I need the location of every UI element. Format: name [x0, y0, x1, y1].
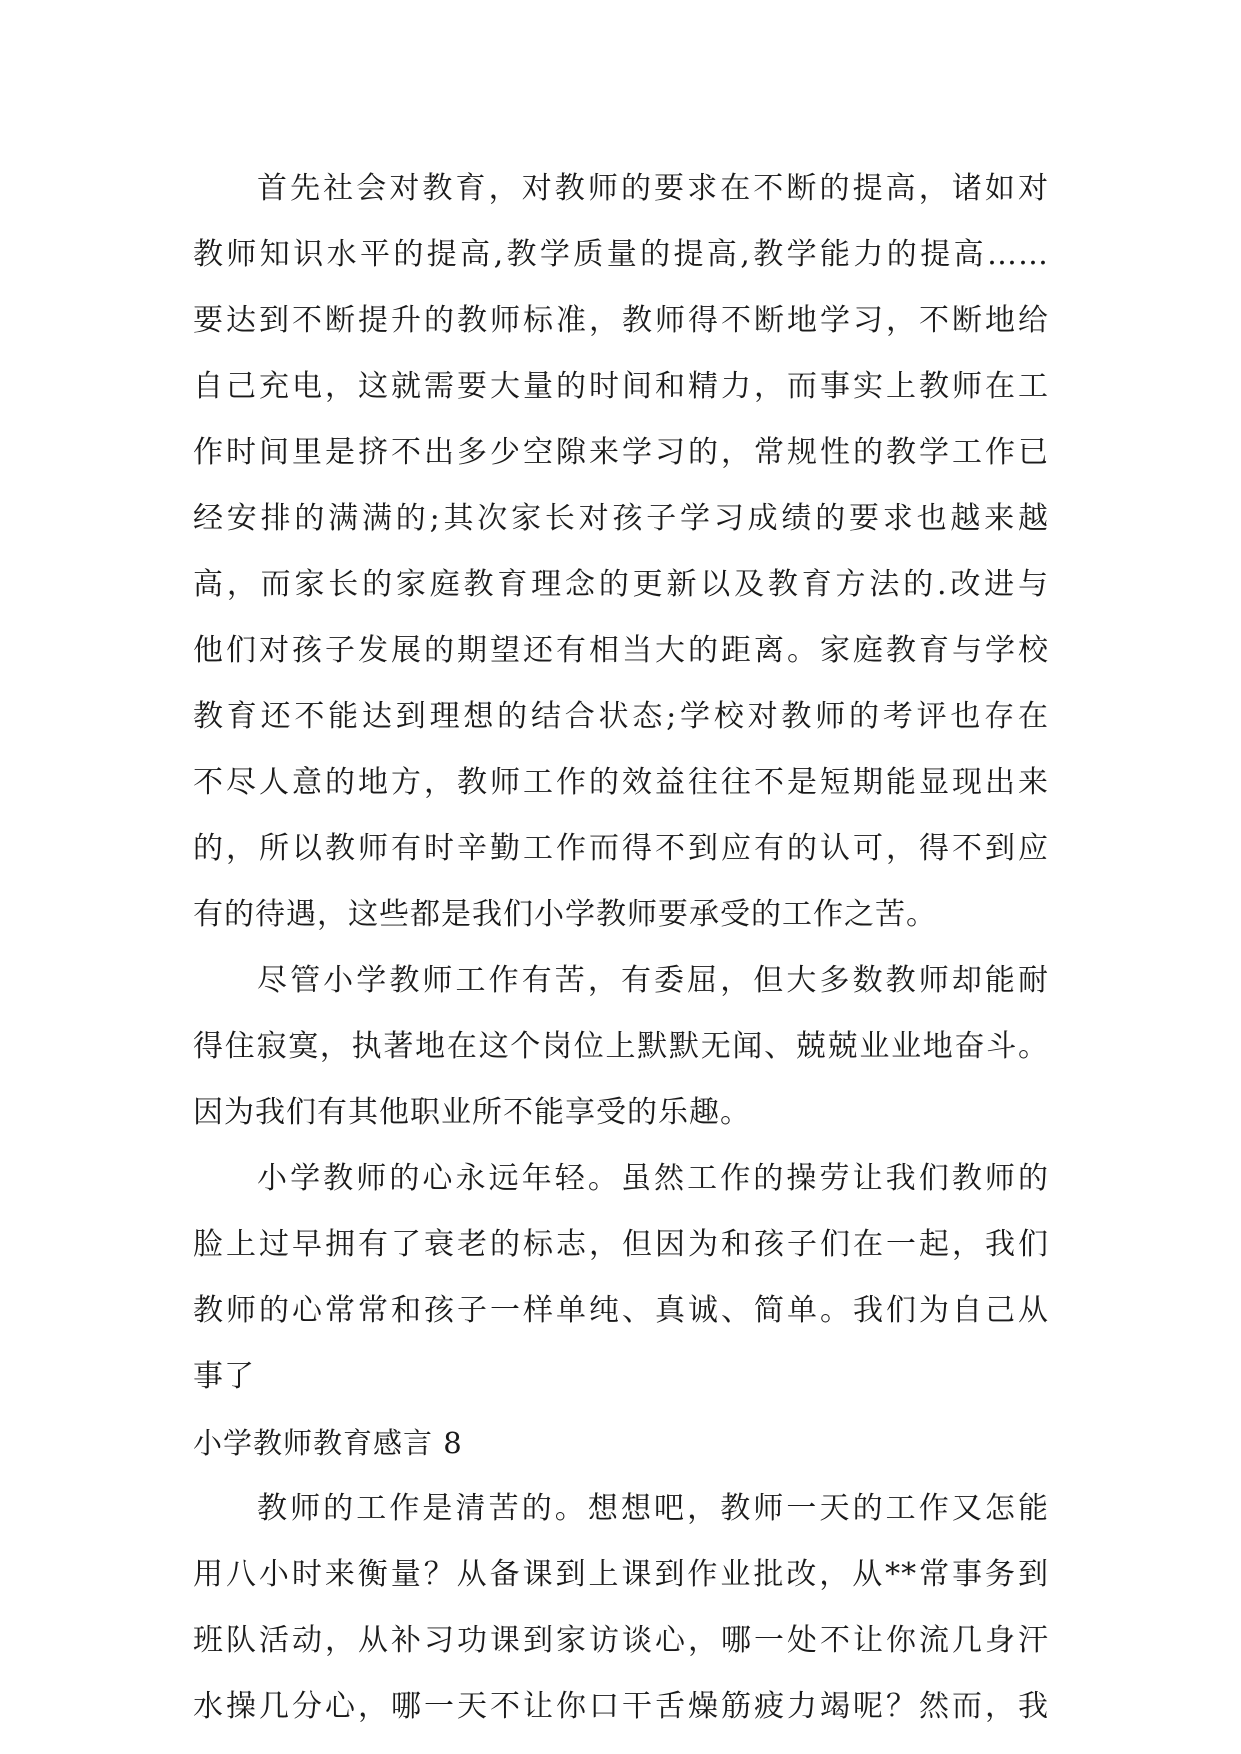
paragraph-line: 小学教师的心永远年轻。虽然工作的操劳让我们教师的	[257, 1161, 1049, 1196]
document-body	[193, 156, 1049, 1740]
paragraph-line: 尽管小学教师工作有苦，有委屈，但大多数教师却能耐	[257, 963, 1049, 998]
paragraph-line: 事了	[193, 1359, 255, 1394]
paragraph-line: 教师知识水平的提高,教学质量的提高,教学能力的提高……	[193, 237, 1049, 272]
paragraph-line: 教师的心常常和孩子一样单纯、真诚、简单。我们为自己从	[193, 1293, 1049, 1328]
paragraph-line: 高，而家长的家庭教育理念的更新以及教育方法的.改进与	[193, 567, 1049, 602]
paragraph-line: 得住寂寞，执著地在这个岗位上默默无闻、兢兢业业地奋斗。	[193, 1029, 1049, 1064]
paragraph-line: 脸上过早拥有了衰老的标志，但因为和孩子们在一起，我们	[193, 1227, 1049, 1262]
paragraph-2	[193, 948, 1049, 1146]
paragraph-3	[193, 1146, 1049, 1410]
paragraph-line: 不尽人意的地方，教师工作的效益往往不是短期能显现出来	[193, 765, 1049, 800]
paragraph-line: 教师的工作是清苦的。想想吧，教师一天的工作又怎能	[257, 1491, 1049, 1526]
section-heading: 小学教师教育感言 8	[193, 1426, 463, 1460]
paragraph-line: 用八小时来衡量？从备课到上课到作业批改，从**常事务到	[193, 1557, 1049, 1592]
paragraph-line: 他们对孩子发展的期望还有相当大的距离。家庭教育与学校	[193, 633, 1049, 668]
paragraph-line: 班队活动，从补习功课到家访谈心，哪一处不让你流几身汗	[193, 1623, 1049, 1658]
paragraph-line: 自己充电，这就需要大量的时间和精力，而事实上教师在工	[193, 369, 1049, 404]
paragraph-1	[193, 156, 1049, 948]
paragraph-line: 因为我们有其他职业所不能享受的乐趣。	[193, 1095, 751, 1130]
paragraph-line: 水操几分心，哪一天不让你口干舌燥筋疲力竭呢？然而，我	[193, 1689, 1049, 1724]
paragraph-line: 经安排的满满的;其次家长对孩子学习成绩的要求也越来越	[193, 501, 1049, 536]
paragraph-line: 要达到不断提升的教师标准，教师得不断地学习，不断地给	[193, 303, 1049, 338]
paragraph-line: 的，所以教师有时辛勤工作而得不到应有的认可，得不到应	[193, 831, 1049, 866]
paragraph-line: 首先社会对教育，对教师的要求在不断的提高，诸如对	[257, 171, 1049, 206]
paragraph-line: 作时间里是挤不出多少空隙来学习的，常规性的教学工作已	[193, 435, 1049, 470]
paragraph-4	[193, 1476, 1049, 1740]
paragraph-line: 有的待遇，这些都是我们小学教师要承受的工作之苦。	[193, 897, 937, 932]
paragraph-line: 教育还不能达到理想的结合状态;学校对教师的考评也存在	[193, 699, 1049, 734]
